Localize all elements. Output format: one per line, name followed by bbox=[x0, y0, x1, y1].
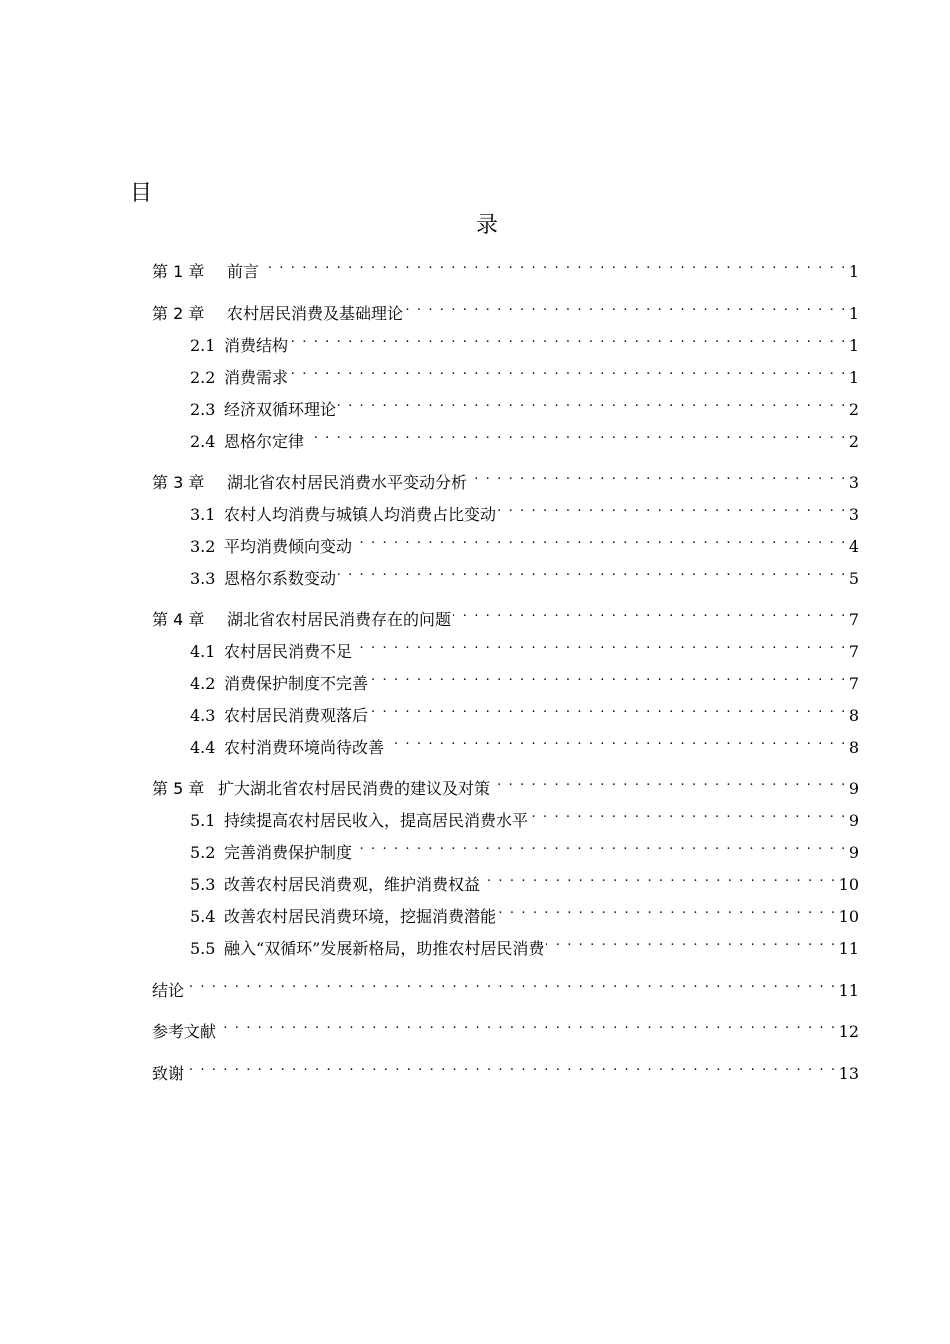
dot-leader bbox=[338, 560, 847, 584]
toc-entry-section-5-3[interactable] bbox=[190, 866, 859, 894]
toc-entry-label: 湖北省农村居民消费存在的问题 bbox=[227, 610, 452, 629]
toc-entry-acknowledgements[interactable] bbox=[152, 1055, 859, 1083]
toc-entry-number: 2.4 bbox=[190, 432, 216, 451]
toc-entry-number: 5.1 bbox=[190, 811, 216, 830]
toc-title-part2: 录 bbox=[476, 213, 499, 238]
toc-entry-section-4-1[interactable] bbox=[190, 633, 859, 661]
toc-entry-number: 第 4 章 bbox=[152, 610, 205, 629]
toc-entry-page: 5 bbox=[848, 569, 859, 588]
toc-entry-number: 第 5 章 bbox=[152, 779, 205, 798]
dot-leader bbox=[453, 601, 847, 625]
toc-entry-number: 2.3 bbox=[190, 400, 216, 419]
dot-leader bbox=[546, 930, 836, 954]
toc-entry-number: 5.4 bbox=[190, 907, 216, 926]
toc-entry-page: 10 bbox=[838, 875, 859, 894]
toc-entry-page: 13 bbox=[838, 1064, 859, 1083]
toc-entry-chapter-3[interactable] bbox=[152, 464, 859, 492]
toc-entry-label: 经济双循环理论 bbox=[224, 400, 337, 419]
toc-entry-label: 参考文献 bbox=[152, 1022, 217, 1041]
dot-leader bbox=[370, 665, 847, 689]
toc-entry-page: 11 bbox=[838, 939, 859, 958]
toc-entry-number: 2.2 bbox=[190, 368, 216, 387]
toc-entry-page: 2 bbox=[848, 400, 859, 419]
toc-entry-number: 4.4 bbox=[190, 738, 216, 757]
toc-entry-page: 1 bbox=[848, 368, 859, 387]
dot-leader bbox=[186, 1055, 837, 1079]
dot-leader bbox=[354, 834, 847, 858]
toc-entry-label: 消费保护制度不完善 bbox=[224, 674, 369, 693]
toc-entry-label: 前言 bbox=[227, 262, 260, 281]
dot-leader bbox=[405, 295, 847, 319]
toc-entry-label: 农村消费环境尚待改善 bbox=[224, 738, 385, 757]
dot-leader bbox=[386, 729, 847, 753]
dot-leader bbox=[290, 359, 847, 383]
toc-entry-section-5-5[interactable] bbox=[190, 930, 859, 958]
toc-entry-label: 平均消费倾向变动 bbox=[224, 537, 353, 556]
toc-entry-page: 9 bbox=[848, 779, 859, 798]
toc-entry-references[interactable] bbox=[152, 1013, 859, 1041]
toc-entry-label: 持续提高农村居民收入，提高居民消费水平 bbox=[224, 811, 529, 830]
toc-entry-page: 1 bbox=[848, 336, 859, 355]
toc-entry-page: 7 bbox=[848, 610, 859, 629]
toc-entry-label: 恩格尔定律 bbox=[224, 432, 305, 451]
toc-entry-number: 5.5 bbox=[190, 939, 216, 958]
toc-entry-number: 第 1 章 bbox=[152, 262, 205, 281]
dot-leader bbox=[370, 697, 847, 721]
toc-entry-section-2-3[interactable] bbox=[190, 391, 859, 419]
toc-entry-label: 结论 bbox=[152, 981, 185, 1000]
dot-leader bbox=[290, 327, 847, 351]
toc-entry-section-5-4[interactable] bbox=[190, 898, 859, 926]
dot-leader bbox=[338, 391, 847, 415]
toc-entry-number: 3.1 bbox=[190, 505, 216, 524]
toc-entry-page: 8 bbox=[848, 706, 859, 725]
toc-entry-section-4-4[interactable] bbox=[190, 729, 859, 757]
toc-title-part1: 目 bbox=[130, 181, 153, 206]
dot-leader bbox=[498, 496, 847, 520]
toc-entry-label: 消费结构 bbox=[224, 336, 289, 355]
toc-entry-label: 农村人均消费与城镇人均消费占比变动 bbox=[224, 505, 497, 524]
toc-entry-section-5-2[interactable] bbox=[190, 834, 859, 862]
dot-leader bbox=[492, 770, 847, 794]
toc-entry-label: 消费需求 bbox=[224, 368, 289, 387]
toc-entry-page: 11 bbox=[838, 981, 859, 1000]
toc-entry-chapter-5[interactable] bbox=[152, 770, 859, 798]
toc-entry-label: 扩大湖北省农村居民消费的建议及对策 bbox=[218, 779, 491, 798]
toc-entry-page: 3 bbox=[848, 505, 859, 524]
toc-entry-page: 8 bbox=[848, 738, 859, 757]
toc-entry-chapter-4[interactable] bbox=[152, 601, 859, 629]
toc-entry-section-4-2[interactable] bbox=[190, 665, 859, 693]
toc-entry-page: 2 bbox=[848, 432, 859, 451]
toc-entry-chapter-2[interactable] bbox=[152, 295, 859, 323]
toc-entry-page: 4 bbox=[848, 537, 859, 556]
toc-entry-section-2-1[interactable] bbox=[190, 327, 859, 355]
toc-entry-chapter-1[interactable] bbox=[152, 253, 859, 281]
toc-entry-label: 融入“双循环”发展新格局，助推农村居民消费 bbox=[224, 939, 545, 958]
toc-entry-number: 5.3 bbox=[190, 875, 216, 894]
toc-entry-section-5-1[interactable] bbox=[190, 802, 859, 830]
toc-entry-page: 7 bbox=[848, 642, 859, 661]
toc-entry-page: 9 bbox=[848, 843, 859, 862]
dot-leader bbox=[498, 898, 837, 922]
toc-entry-label: 湖北省农村居民消费水平变动分析 bbox=[227, 473, 468, 492]
toc-entry-conclusion[interactable] bbox=[152, 972, 859, 1000]
toc-entry-label: 农村居民消费不足 bbox=[224, 642, 353, 661]
dot-leader bbox=[482, 866, 837, 890]
toc-entry-section-4-3[interactable] bbox=[190, 697, 859, 725]
toc-entry-label: 致谢 bbox=[152, 1064, 185, 1083]
dot-leader bbox=[354, 528, 847, 552]
dot-leader bbox=[306, 423, 847, 447]
toc-entry-section-2-2[interactable] bbox=[190, 359, 859, 387]
toc-entry-page: 7 bbox=[848, 674, 859, 693]
toc-entry-number: 3.3 bbox=[190, 569, 216, 588]
dot-leader bbox=[218, 1013, 837, 1037]
toc-entry-label: 农村居民消费观落后 bbox=[224, 706, 369, 725]
toc-entry-number: 第 2 章 bbox=[152, 304, 205, 323]
toc-entry-section-3-2[interactable] bbox=[190, 528, 859, 556]
toc-entry-label: 农村居民消费及基础理论 bbox=[227, 304, 404, 323]
toc-entry-section-3-1[interactable] bbox=[190, 496, 859, 524]
toc-entry-label: 改善农村居民消费观，维护消费权益 bbox=[224, 875, 481, 894]
toc-entry-number: 第 3 章 bbox=[152, 473, 205, 492]
toc-entry-page: 1 bbox=[848, 262, 859, 281]
dot-leader bbox=[530, 802, 847, 826]
toc-entry-number: 5.2 bbox=[190, 843, 216, 862]
dot-leader bbox=[186, 972, 837, 996]
toc-entry-label: 恩格尔系数变动 bbox=[224, 569, 337, 588]
toc-entry-page: 12 bbox=[838, 1022, 859, 1041]
toc-entry-label: 完善消费保护制度 bbox=[224, 843, 353, 862]
toc-entry-page: 1 bbox=[848, 304, 859, 323]
toc-entry-page: 9 bbox=[848, 811, 859, 830]
toc-entry-number: 4.2 bbox=[190, 674, 216, 693]
toc-entry-number: 4.3 bbox=[190, 706, 216, 725]
toc-entry-section-3-3[interactable] bbox=[190, 560, 859, 588]
dot-leader bbox=[469, 464, 847, 488]
toc-entry-number: 4.1 bbox=[190, 642, 216, 661]
toc-entry-number: 2.1 bbox=[190, 336, 216, 355]
dot-leader bbox=[354, 633, 847, 657]
toc-entry-page: 10 bbox=[838, 907, 859, 926]
toc-entry-number: 3.2 bbox=[190, 537, 216, 556]
dot-leader bbox=[261, 253, 847, 277]
toc-entry-section-2-4[interactable] bbox=[190, 423, 859, 451]
toc-entry-label: 改善农村居民消费环境，挖掘消费潜能 bbox=[224, 907, 497, 926]
toc-entry-page: 3 bbox=[848, 473, 859, 492]
